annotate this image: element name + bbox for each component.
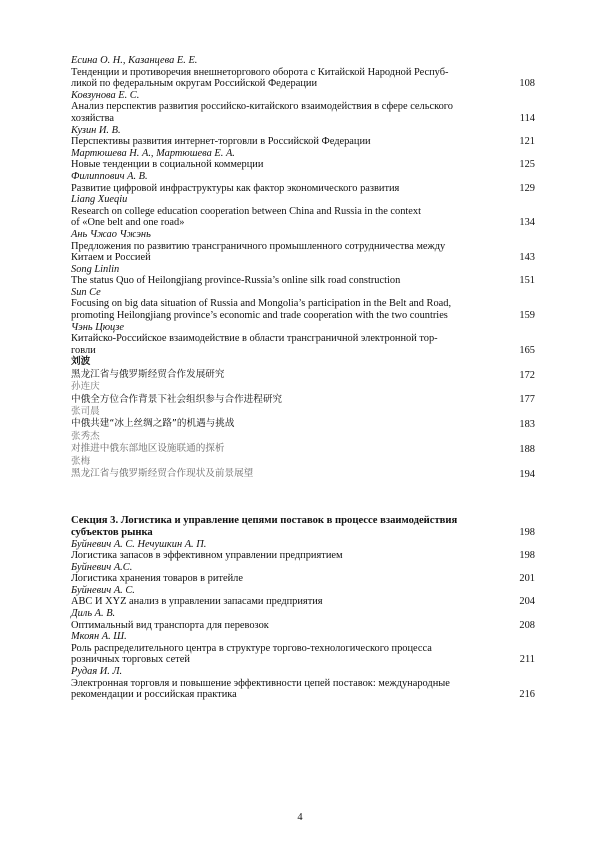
entry-page-number: 198 [519, 550, 535, 562]
entry-page-number: 143 [519, 252, 535, 264]
toc-entry [71, 229, 535, 264]
entry-author: 张司晨 [71, 406, 100, 418]
section-page-number: 198 [519, 526, 535, 538]
section-title: Секция 3. Логистика и управление цепями поставок в процессе взаимодействия субъектов рынка [71, 514, 458, 538]
entry-title: Research on college education cooperation between China and Russia in the context of «One belt and one road» [71, 205, 421, 229]
entry-title: Роль распределительного центра в структуре торгово-технологического процесса розничных торговых сетей [71, 642, 432, 666]
entry-author: Буйневич А. С. [71, 584, 135, 596]
entry-author: Sun Ce [71, 286, 101, 298]
entry-author: Чэнь Цюцзе [71, 321, 125, 333]
toc-entry [71, 539, 535, 562]
entry-title: Новые тенденции в социальной коммерции [71, 159, 264, 171]
toc-entry [71, 264, 535, 287]
entry-title: Анализ перспектив развития российско-китайского взаимодействия в сфере сельского хозяйства [71, 101, 453, 124]
entry-author: Диль А. В. [71, 608, 116, 620]
entry-page-number: 208 [519, 619, 535, 631]
entry-page-number: 216 [519, 689, 535, 701]
entry-author: Мкоян А. Ш. [71, 631, 127, 643]
toc-entry [71, 666, 535, 701]
entry-author: Liang Xueqiu [71, 194, 128, 206]
toc-entry [71, 406, 535, 431]
toc-entry [71, 562, 535, 585]
toc-entry [71, 431, 535, 456]
entry-author: Ковзунова Е. С. [71, 89, 140, 101]
entry-author: 刘波 [71, 356, 91, 368]
entry-page-number: 165 [519, 344, 535, 356]
toc-entry [71, 608, 535, 631]
entry-author: Мартюшева Н. А., Мартюшева Е. А. [71, 147, 235, 159]
entry-title: Предложения по развитию трансграничного промышленного сотрудничества между Китаем и Россией [71, 240, 446, 264]
toc-entry [71, 125, 535, 148]
toc-entry [71, 456, 535, 481]
entry-title: Тенденции и противоречия внешнеторгового оборота с Китайской Народной Респуб- ликой по федеральным округам Российской Федерации [71, 66, 449, 90]
toc-entry [71, 171, 535, 194]
toc-entry [71, 287, 535, 322]
toc-entry [71, 90, 535, 125]
toc-entry [71, 381, 535, 406]
entry-title: 中俄共建“冰上丝绸之路”的机遇与挑战 [71, 418, 235, 430]
entry-title: Логистика хранения товаров в ритейле [71, 573, 243, 585]
entry-author: Буйневич А. С. Нечушкин А. П. [71, 538, 207, 550]
toc-entry [71, 631, 535, 666]
entry-author: 张梅 [71, 455, 91, 467]
table-of-contents [71, 55, 535, 701]
entry-page-number: 211 [519, 654, 535, 666]
entry-author: Ань Чжао Чжэнь [71, 228, 151, 240]
entry-page-number: 125 [519, 159, 535, 171]
entry-title: 黑龙江省与俄罗斯经贸合作发展研究 [71, 368, 225, 380]
entry-page-number: 159 [519, 310, 535, 322]
entry-page-number: 177 [519, 394, 535, 406]
entry-page-number: 129 [519, 182, 535, 194]
toc-entry [71, 194, 535, 229]
entry-page-number: 108 [519, 78, 535, 90]
entry-page-number: 194 [519, 468, 535, 480]
section-heading [71, 515, 535, 539]
entry-page-number: 188 [519, 444, 535, 456]
entry-page-number: 172 [519, 369, 535, 381]
entry-title: ABC И XYZ анализ в управлении запасами предприятия [71, 596, 323, 608]
entry-page-number: 201 [519, 573, 535, 585]
entry-author: Song Linlin [71, 263, 120, 275]
entry-page-number: 183 [519, 419, 535, 431]
entry-title: Логистика запасов в эффективном управлении предприятием [71, 550, 343, 562]
toc-entry [71, 356, 535, 381]
entry-author: 张秀杰 [71, 430, 100, 442]
entry-page-number: 121 [519, 136, 535, 148]
page-footer-number: 4 [297, 812, 303, 823]
entry-author: Кузин И. В. [71, 124, 121, 136]
entry-author: Есина О. Н., Казанцева Е. Е. [71, 55, 198, 66]
section-gap [71, 481, 535, 515]
toc-entry [71, 322, 535, 357]
toc-entry [71, 585, 535, 608]
entry-author: Рудая И. Л. [71, 666, 123, 678]
entry-author: Буйневич А.С. [71, 561, 133, 573]
entry-author: Филиппович А. В. [71, 170, 148, 182]
entry-title: The status Quo of Heilongjiang province-Russia’s online silk road construction [71, 275, 401, 287]
entry-page-number: 204 [519, 596, 535, 608]
entry-title: Развитие цифровой инфраструктуры как фактор экономического развития [71, 182, 400, 194]
entry-author: 孙连庆 [71, 381, 100, 393]
entry-title: 黑龙江省与俄罗斯经贸合作现状及前景展望 [71, 468, 254, 480]
entry-title: 中俄全方位合作背景下社会组织参与合作进程研究 [71, 393, 283, 405]
entry-title: Китайско-Российское взаимодействие в области трансграничной электронной тор- говли [71, 333, 438, 356]
entry-title: Оптимальный вид транспорта для перевозок [71, 619, 269, 631]
entry-page-number: 114 [519, 112, 535, 124]
toc-entry [71, 55, 535, 90]
toc-entry [71, 148, 535, 171]
entry-page-number: 134 [519, 217, 535, 229]
entry-title: Focusing on big data situation of Russia and Mongolia’s participation in the Belt and Road, promoting Heilongjiang province’s economic and trade cooperation with the two countries [71, 298, 452, 322]
entry-title: Перспективы развития интернет-торговли в Российской Федерации [71, 136, 371, 148]
entry-title: 对推进中俄东部地区设施联通的探析 [71, 443, 225, 455]
entry-page-number: 151 [519, 275, 535, 287]
entry-title: Электронная торговля и повышение эффективности цепей поставок: международные рекомендации и российская практика [71, 677, 450, 701]
